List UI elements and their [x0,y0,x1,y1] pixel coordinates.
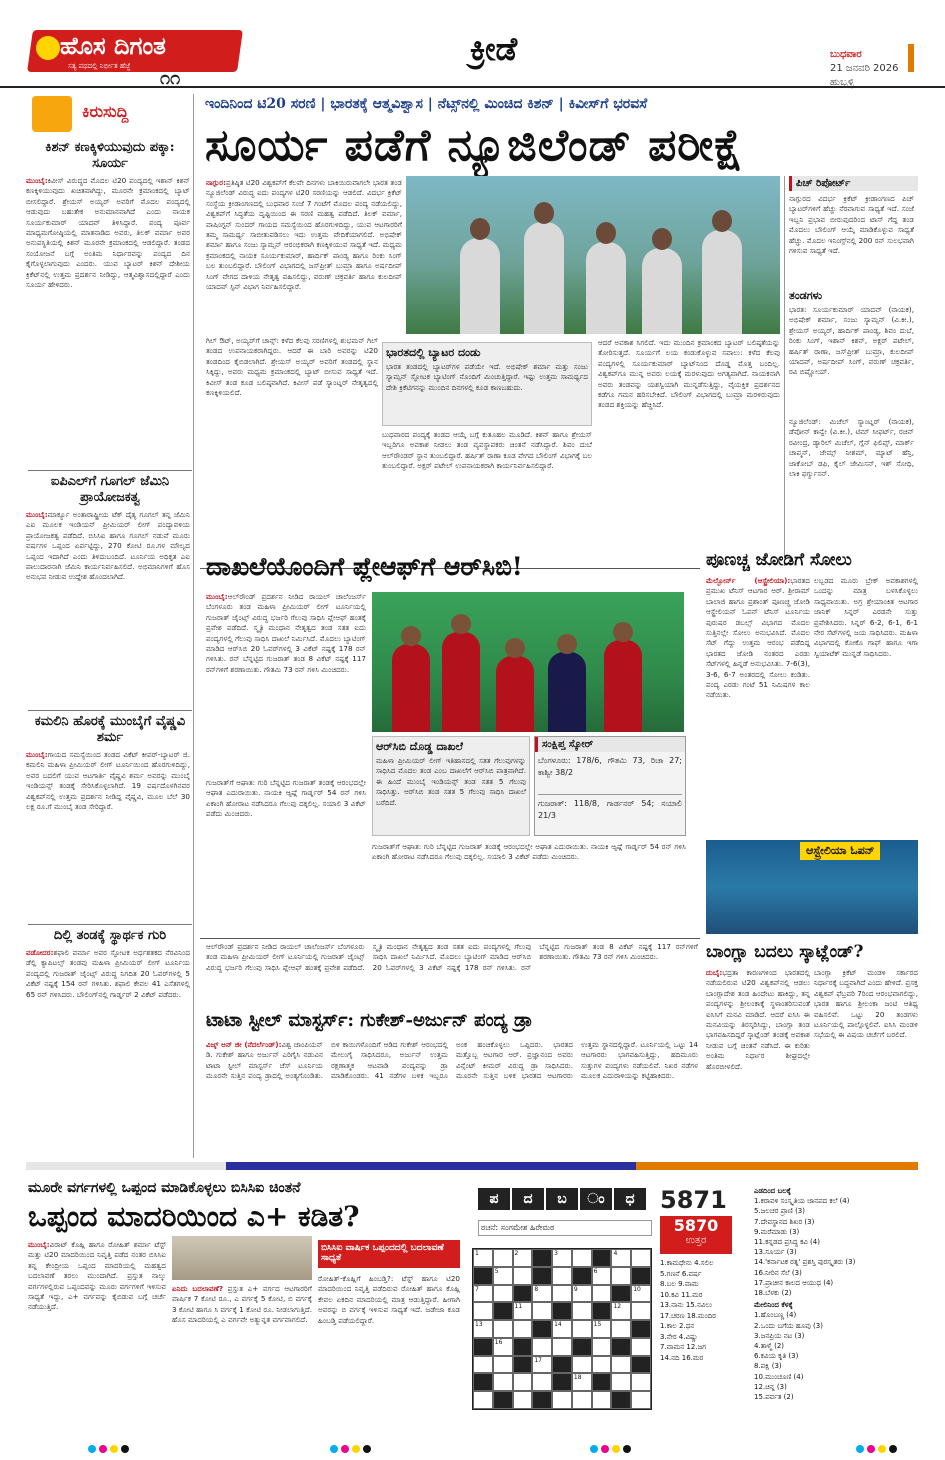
caption-title: ಭಾರತದಲ್ಲಿ ಬ್ಯಾಟರ ದಂಡು [386,346,481,359]
logo-tagline: ಸತ್ಯ ಪಥದಲ್ಲಿ ನಿರ್ಭೀತ ಹೆಜ್ಜೆ [68,62,131,70]
score-title: ಸಂಕ್ಷಿಪ್ತ ಸ್ಕೋರ್ [535,737,685,752]
brief-item [26,714,194,920]
day: ಬುಧವಾರ [830,49,862,60]
brief-label [82,102,128,122]
dateline-place: ವಡೋದರ: [26,948,54,957]
score-box [534,736,686,836]
bcci-body [28,1240,166,1436]
down-title: ಮೇಲಿನಿಂದ ಕೆಳಕ್ಕೆ [754,1301,793,1310]
score-gg: ಗುಜರಾತ್: 118/8, ಗಾರ್ಡನರ್ 54; ಸಯಾಲಿ 21/3 [538,799,682,820]
divider [28,470,192,471]
brief-text: ಶಫಾಲಿ ವರ್ಮಾ ಅವರ ಸ್ಫೋಟಕ ಅರ್ಧಶತಕದ ನೆರವಿನಿಂದ ಡೆಲ್ಲಿ ಕ್ಯಾಪಿಟಲ್ಸ್ ತಂಡವು ಮಹಿಳಾ ಪ್ರೀಮಿಯರ್ ಲೀಗ್ ಟೂರ್ನಿಯ ಪಂದ್ಯದಲ್ಲಿ ಗುಜರಾತ್ ಜೈಂಟ್ಸ್ ವಿರುದ್ಧ ನಿಗದಿತ 20 ಓವರ್‌ಗಳಲ್ಲಿ 5 ವಿಕೆಟ್ ನಷ್ಟಕ್ಕೆ 154 ರನ್ ಗಳಿಸಿತು. ಶಫಾಲಿ ಕೇವಲ 41 ಎಸೆತಗಳಲ್ಲಿ 65 ರನ್ ಗಳಿಸಿದರು. ಬೌಲಿಂಗ್‌ನಲ್ಲಿ ಗಾರ್ಡ್ನರ್ 2 ವಿಕೆಟ್ ಪಡೆದರು. [26,948,190,999]
hand-icon [32,96,72,132]
brief-headline: ಕಿಶನ್ ಕಣಕ್ಕಿಳಿಯುವುದು ಪಕ್ಕಾ: ಸೂರ್ಯ [45,140,175,171]
aus-text: ಭಾರತದ ಪ್ರಮುಖ ಟೆನಿಸ್ ಆಟಗಾರ ಆರ್. ಶ್ರೀರಾಮ್ ಬಾಲಾಜಿ ಹಾಗೂ ಪ್ರಶಾಂತ್ ಪೂಣಚ್ಚ ಜೋಡಿ ಆಸ್ಟ್ರೇಲಿಯನ್ ಓಪನ್ ಟೆನಿಸ್ ಟೂರ್ನಿಯ ಪುರುಷರ ಡಬಲ್ಸ್ ವಿಭಾಗದ ಮೊದಲ ಸುತ್ತಿನಲ್ಲೇ ಸೋಲು ಅನುಭವಿಸಿದೆ. ಮೊದಲ ಸೆಟ್ ಗೆದ್ದು ಉತ್ತಮ ಆರಂಭ ಪಡೆದಿದ್ದ ಭಾರತದ ಜೋಡಿ ನಂತರದ ಎರಡು ಸೆಟ್‌ಗಳಲ್ಲಿ ಹಿನ್ನಡೆ ಅನುಭವಿಸಿತು. 7-6(3), 3-6, 6-7 ಅಂತರದಲ್ಲಿ ಸೋಲು ಕಂಡಿತು. ಪಂದ್ಯ ಎರಡು ಗಂಟೆ 51 ನಿಮಿಷಗಳ ಕಾಲ ನಡೆಯಿತು. [706,576,810,700]
record-title: ಆರ್‌ಸಿಬಿ ದೊಡ್ಡ ದಾಖಲೆ [376,740,463,753]
dateline-place: ಮುಂಬೈ: [28,1240,50,1249]
color-bar [226,1162,636,1170]
dateline-place: ಮುಂಬೈ: [26,176,48,185]
brief-body [26,510,190,722]
lead-text: ಪ್ರತಿಷ್ಠಿತ ಟಿ20 ವಿಶ್ವಕಪ್‌ಗೆ ಕೆಲವೇ ದಿನಗಳು ಬಾಕಿಯಿರುವಾಗಲೇ ಭಾರತ ತಂಡ ನ್ಯೂಜಿಲೆಂಡ್ ವಿರುದ್ಧ ಐದು ಪಂದ್ಯಗಳ ಟಿ20 ಸರಣಿಯನ್ನು ಆಡಲಿದೆ. ವಿದರ್ಭ ಕ್ರಿಕೆಟ್ ಸಂಸ್ಥೆಯ ಕ್ರೀಡಾಂಗಣದಲ್ಲಿ ಬುಧವಾರ ಸಂಜೆ 7 ಗಂಟೆಗೆ ಮೊದಲ ಪಂದ್ಯ ನಡೆಯಲಿದ್ದು, ವಿಶ್ವಕಪ್‌ಗೆ ಸಿದ್ಧತೆಯ ದೃಷ್ಟಿಯಿಂದ ಈ ಸರಣಿ ಮಹತ್ವ ಪಡೆದಿದೆ. ತಿಲಕ್ ವರ್ಮಾ, ವಾಷಿಂಗ್ಟನ್ ಸುಂದರ್ ಗಾಯದ ಸಮಸ್ಯೆಯಿಂದ ಹೊರಗುಳಿದಿದ್ದು, ಯುವ ಆಟಗಾರರಿಗೆ ತಮ್ಮ ಸಾಮರ್ಥ್ಯ ಸಾಬೀತುಪಡಿಸಲು ಇದು ಉತ್ತಮ ವೇದಿಕೆಯಾಗಲಿದೆ. ಅಭಿಷೇಕ್ ಶರ್ಮಾ ಹಾಗೂ ಸಂಜು ಸ್ಯಾಮ್ಸನ್ ಆರಂಭಿಕರಾಗಿ ಕಣಕ್ಕಿಳಿಯುವ ಸಾಧ್ಯತೆ ಇದೆ. ಮಧ್ಯಮ ಕ್ರಮಾಂಕದಲ್ಲಿ ನಾಯಕ ಸೂರ್ಯಕುಮಾರ್, ಹಾರ್ದಿಕ್ ಪಾಂಡ್ಯ ಹಾಗೂ ರಿಂಕು ಸಿಂಗ್ ಬಲ ತುಂಬಲಿದ್ದಾರೆ. ಬೌಲಿಂಗ್ ವಿಭಾಗದಲ್ಲಿ ಜಸ್‌ಪ್ರೀತ್ ಬುಮ್ರಾ ಹಾಗೂ ಅರ್ಷದೀಪ್ ಸಿಂಗ್ ವೇಗದ ದಾಳಿಯ ನೇತೃತ್ವ ವಹಿಸಲಿದ್ದು, ವರುಣ್ ಚಕ್ರವರ್ತಿ ಹಾಗೂ ಕುಲದೀಪ್ ಯಾದವ್ ಸ್ಪಿನ್ ವಿಭಾಗ ನಿರ್ವಹಿಸಲಿದ್ದಾರೆ. [206,178,402,292]
brief-headline: ಕಮಲಿನಿ ಹೊರಕ್ಕೆ ಮುಂಬೈಗೆ ವೈಷ್ಣವಿ ಶರ್ಮ [34,714,186,745]
answer-label: ಉತ್ತರ [685,1235,707,1246]
lead-body-3: ಬುಧವಾರದ ಪಂದ್ಯಕ್ಕೆ ತಂಡದ ಆಯ್ಕೆ ಬಗ್ಗೆ ಕುತೂಹಲ ಮೂಡಿದೆ. ಕಿಶನ್ ಹಾಗೂ ಶ್ರೇಯಸ್ ಇಬ್ಬರಿಗೂ ಅವಕಾಶ ನೀಡಲು ತಂಡ ವ್ಯವಸ್ಥಾಪಕರು ಚಿಂತನೆ ನಡೆಸಿದ್ದಾರೆ. ಶಿವಂ ದುಬೆ ಆಲ್‌ರೌಂಡರ್ ಸ್ಥಾನ ತುಂಬಲಿದ್ದಾರೆ. ಹರ್ಷಿತ್ ರಾಣಾ ಕೂಡ ವೇಗದ ಬೌಲಿಂಗ್ ವಿಭಾಗಕ್ಕೆ ಬಲ ತುಂಬಲಿದ್ದಾರೆ. ಅಕ್ಷರ್ ಪಟೇಲ್ ಉಪನಾಯಕರಾಗಿ ಕಾರ್ಯನಿರ್ವಹಿಸಲಿದ್ದಾರೆ. [382,430,592,471]
answers-list: 1.ಕಾಮಧೇನು 4.ಸಲಿಲ 5.ಗಣನೆ 6.ವರ್ಷ 8.ಬಲ 9.ವಾಮ 10.ಕವಿ 11.ಮರ 13.ನಾನು 15.ನವಿಲು 17.ಚರಣ 18.ಮಂದಿರ 1.ಕಾಲ 2.ಧನ 3.ನೇರ 4.ವಿಷ್ಣು 7.ವಾಮನ 12.ಜಗ 14.ನದಿ 16.ಮರ [660,1259,716,1362]
registration-marks [88,1438,132,1457]
puzzle-sponsor: ರಚನೆ: ಸಂಗಮೇಶ ಹಿರೇಮಠ [478,1220,652,1236]
puzzle-number: 5871 [660,1186,727,1214]
brief-item [26,928,194,1136]
rcb-text: ಆಲ್‌ರೌಂಡ್ ಪ್ರದರ್ಶನ ನೀಡಿದ ರಾಯಲ್ ಚಾಲೆಂಜರ್ಸ್ ಬೆಂಗಳೂರು ತಂಡ ಮಹಿಳಾ ಪ್ರೀಮಿಯರ್ ಲೀಗ್ ಟೂರ್ನಿಯಲ್ಲಿ ಗುಜರಾತ್ ಜೈಂಟ್ಸ್ ವಿರುದ್ಧ ಭರ್ಜರಿ ಗೆಲುವು ಸಾಧಿಸಿ ಪ್ಲೇಆಫ್ ಹಂತಕ್ಕೆ ಪ್ರವೇಶ ಪಡೆದಿದೆ. ಸ್ಮೃತಿ ಮಂಧಾನ ನೇತೃತ್ವದ ತಂಡ ಸತತ ಐದು ಪಂದ್ಯಗಳಲ್ಲಿ ಗೆಲುವು ಸಾಧಿಸಿ ದಾಖಲೆ ನಿರ್ಮಿಸಿದೆ. ಮೊದಲು ಬ್ಯಾಟಿಂಗ್ ಮಾಡಿದ ಆರ್‌ಸಿಬಿ 20 ಓವರ್‌ಗಳಲ್ಲಿ 3 ವಿಕೆಟ್ ನಷ್ಟಕ್ಕೆ 178 ರನ್ ಗಳಿಸಿತು. ರನ್ ಬೆನ್ನಟ್ಟಿದ ಗುಜರಾತ್ ತಂಡ 8 ವಿಕೆಟ್ ನಷ್ಟಕ್ಕೆ 117 ರನ್‌ಗಳಿಗೆ ಶರಣಾಯಿತು. ಗೌತಮಿ 73 ರನ್ ಗಳಿಸಿ ಮಿಂಚಿದರು. [206,592,366,674]
rcb-continuation: ಆಲ್‌ರೌಂಡ್ ಪ್ರದರ್ಶನ ನೀಡಿದ ರಾಯಲ್ ಚಾಲೆಂಜರ್ಸ್ ಬೆಂಗಳೂರು ತಂಡ ಮಹಿಳಾ ಪ್ರೀಮಿಯರ್ ಲೀಗ್ ಟೂರ್ನಿಯಲ್ಲಿ ಗುಜರಾತ್ ಜೈಂಟ್ಸ್ ವಿರುದ್ಧ ಭರ್ಜರಿ ಗೆಲುವು ಸಾಧಿಸಿ ಪ್ಲೇಆಫ್ ಹಂತಕ್ಕೆ ಪ್ರವೇಶ ಪಡೆದಿದೆ. ಸ್ಮೃತಿ ಮಂಧಾನ ನೇತೃತ್ವದ ತಂಡ ಸತತ ಐದು ಪಂದ್ಯಗಳಲ್ಲಿ ಗೆಲುವು ಸಾಧಿಸಿ ದಾಖಲೆ ನಿರ್ಮಿಸಿದೆ. ಮೊದಲು ಬ್ಯಾಟಿಂಗ್ ಮಾಡಿದ ಆರ್‌ಸಿಬಿ 20 ಓವರ್‌ಗಳಲ್ಲಿ 3 ವಿಕೆಟ್ ನಷ್ಟಕ್ಕೆ 178 ರನ್ ಗಳಿಸಿತು. ರನ್ ಬೆನ್ನಟ್ಟಿದ ಗುಜರಾತ್ ತಂಡ 8 ವಿಕೆಟ್ ನಷ್ಟಕ್ಕೆ 117 ರನ್‌ಗಳಿಗೆ ಶರಣಾಯಿತು. ಗೌತಮಿ 73 ರನ್ ಗಳಿಸಿ ಮಿಂಚಿದರು. [206,942,698,972]
lead-body [206,178,402,328]
clues: ಎಡದಿಂದ ಬಲಕ್ಕೆ 1.ಕರಾವಳಿ ಸಂಸ್ಕೃತಿಯ ಜಾನಪದ ಕಲೆ (4) 5.ಜಲಚರ ಪ್ರಾಣಿ (3) 7.ದೇವಸ್ಥಾನದ ಶಿಖರ (3) 9.ಮರೆಮಾಡು (3) 11.ಕನ್ನಡದ ಪ್ರಸಿದ್ಧ ಕವಿ (4) 13.ಸೂರ್ಯ (3) 14.'ಕರ್ನಾಟಕ ರತ್ನ' ಪ್ರಶಸ್ತಿ ಪುರಸ್ಕೃತರು (3) 16.ನೀರಿನ ಸೆಲೆ (3) 17.ಪ್ರಾಚೀನ ಕಾಲದ ಆಯುಧ (4) 18.ಬೆಳಕು (2) ಮೇಲಿನಿಂದ ಕೆಳಕ್ಕೆ 1.ಹೊಂಬಣ್ಣ (4) 2.ಒಂದು ಬಗೆಯ ಹೂವು (3) 3.ಜನಪ್ರಿಯ ನಟ (3) 4.ತಾಳ್ಮೆ (2) 6.ಕವಿಯ ಕೃತಿ (3) 8.ಪಕ್ಷಿ (3) 10.ಮುಂಚೂಣಿ (4) 12.ಚಿನ್ನ (3) 15.ಪರ್ವತ (2) [754,1186,920,1402]
dateline-place: ಮೆಲ್ಬೋರ್ನ್ (ಆಸ್ಟ್ರೇಲಿಯಾ): [706,576,791,585]
rcb-headline: ದಾಖಲೆಯೊಂದಿಗೆ ಪ್ಲೇಆಫ್‌ಗೆ ಆರ್‌ಸಿಬಿ! [206,552,523,581]
brief-headline: ದಿಲ್ಲಿ ತಂಡಕ್ಕೆ ಸ್ಥಾರ್ಥಕ ಗುರಿ [53,928,167,943]
rcb-body-2: ಗುಜರಾತ್‌ಗೆ ಆಘಾತ: ಗುರಿ ಬೆನ್ನಟ್ಟಿದ ಗುಜರಾತ್ ತಂಡಕ್ಕೆ ಆರಂಭದಲ್ಲೇ ಆಘಾತ ಎದುರಾಯಿತು. ನಾಯಕಿ ಆ್ಯಷ್ಲೆ ಗಾರ್ಡ್ನರ್ 54 ರನ್ ಗಳಿಸಿ ಏಕಾಂಗಿ ಹೋರಾಟ ನಡೆಸಿದರೂ ಗೆಲುವು ದಕ್ಕಲಿಲ್ಲ. ಸಯಾಲಿ 3 ವಿಕೆಟ್ ಪಡೆದು ಮಿಂಚಿದರು. [206,778,366,819]
lead-body-4: ಆದರೆ ಅವಕಾಶ ಸಿಗಲಿದೆ. ಇದು ಮುಂದಿನ ಕ್ರಮಾಂಕದ ಬ್ಯಾಟರ್ ಬಲಿಷ್ಠತೆಯನ್ನು ತೋರಿಸುತ್ತದೆ. ಸೂರ್ಯಗೆ ಲಯ ಕಂಡುಕೊಳ್ಳುವ ಸವಾಲು: ಕಳೆದ ಕೆಲವು ಪಂದ್ಯಗಳಲ್ಲಿ ಸೂರ್ಯಕುಮಾರ್ ಬ್ಯಾಟ್‌ನಿಂದ ದೊಡ್ಡ ಮೊತ್ತ ಬಂದಿಲ್ಲ. ವಿಶ್ವಕಪ್‌ಗೂ ಮುನ್ನ ಅವರು ಲಯಕ್ಕೆ ಮರಳುವುದು ಅಗತ್ಯವಾಗಿದೆ. ನಾಯಕನಾಗಿ ಅವರು ತಂಡವನ್ನು ಯಶಸ್ವಿಯಾಗಿ ಮುನ್ನಡೆಸುತ್ತಿದ್ದು, ವೈಯಕ್ತಿಕ ಪ್ರದರ್ಶನದ ಕಡೆಗೂ ಗಮನ ಹರಿಸಬೇಕಿದೆ. ಬೌಲಿಂಗ್ ವಿಭಾಗದಲ್ಲಿ ಬುಮ್ರಾ ಮರಳಿರುವುದು ತಂಡದ ಶಕ್ತಿಯನ್ನು ಹೆಚ್ಚಿಸಿದೆ. [598,338,780,410]
brief-text: ಮಾರ್ಕ್ಯೂ ಅಂತಾರಾಷ್ಟ್ರೀಯ ಟೆಕ್ ದೈತ್ಯ ಗೂಗಲ್ ತನ್ನ ಜೆಮಿನಿ ಎಐ ಮೂಲಕ ಇಂಡಿಯನ್ ಪ್ರೀಮಿಯರ್ ಲೀಗ್ ಪಂದ್ಯಾವಳಿಯ ಪ್ರಾಯೋಜಕತ್ವ ಪಡೆದಿದೆ. ಬಿಸಿಸಿಐ ಹಾಗೂ ಗೂಗಲ್ ನಡುವೆ ಮೂರು ವರ್ಷಗಳ ಒಪ್ಪಂದ ಏರ್ಪಟ್ಟಿದ್ದು, 270 ಕೋಟಿ ರೂ.ಗಳ ಮೌಲ್ಯದ ಒಪ್ಪಂದ ಇದಾಗಿದೆ ಎಂದು ತಿಳಿದುಬಂದಿದೆ. ಟೂರ್ನಿಯ ಅಧಿಕೃತ ಎಐ ಪಾಲುದಾರನಾಗಿ ಜೆಮಿನಿ ಕಾರ್ಯನಿರ್ವಹಿಸಲಿದೆ. ಅಭಿಮಾನಿಗಳಿಗೆ ಹೊಸ ಅನುಭವ ನೀಡುವ ಉದ್ದೇಶ ಹೊಂದಲಾಗಿದೆ. [26,510,190,582]
lead-kicker: ಇಂದಿನಿಂದ ಟಿ20 ಸರಣಿ | ಭಾರತಕ್ಕೆ ಆತ್ಮವಿಶ್ವಾಸ | ನೆಟ್ಸ್‌ನಲ್ಲಿ ಮಿಂಚಿದ ಕಿಶನ್ | ಕಿವೀಸ್‌ಗೆ ಭರವಸೆ [205,96,648,112]
india-squad: ಭಾರತ: ಸೂರ್ಯಕುಮಾರ್ ಯಾದವ್ (ನಾಯಕ), ಅಭಿಷೇಕ್ ಶರ್ಮಾ, ಸಂಜು ಸ್ಯಾಮ್ಸನ್ (ವಿ.ಕೀ.), ಶ್ರೇಯಸ್ ಅಯ್ಯರ್, ಹಾರ್ದಿಕ್ ಪಾಂಡ್ಯ, ಶಿವಂ ದುಬೆ, ರಿಂಕು ಸಿಂಗ್, ಇಶಾನ್ ಕಿಶನ್, ಅಕ್ಷರ್ ಪಟೇಲ್, ಹರ್ಷಿತ್ ರಾಣಾ, ಜಸ್‌ಪ್ರೀತ್ ಬುಮ್ರಾ, ಕುಲದೀಪ್ ಯಾದವ್, ಅರ್ಷದೀಪ್ ಸಿಂಗ್, ವರುಣ್ ಚಕ್ರವರ್ತಿ, ರವಿ ಬಿಷ್ಣೋಯ್. [789,305,914,377]
brief-text: ಕಿವೀಸ್ ವಿರುದ್ಧದ ಮೊದಲ ಟಿ20 ಪಂದ್ಯದಲ್ಲಿ ಇಶಾನ್ ಕಿಶನ್ ಕಣಕ್ಕಿಳಿಯುವುದು ಖಚಿತವಾಗಿದ್ದು, ಮೂರನೇ ಕ್ರಮಾಂಕದಲ್ಲಿ ಬ್ಯಾಟ್ ಬೀಸಲಿದ್ದಾರೆ. ಶ್ರೇಯಸ್ ಅಯ್ಯರ್ ಅವರಿಗೆ ಮೊದಲ ಪಂದ್ಯದಲ್ಲಿ ಆಡುವುದು ಬಹುತೇಕ ಅನುಮಾನವಾಗಿದೆ ಎಂದು ನಾಯಕ ಸೂರ್ಯಕುಮಾರ್ ಯಾದವ್ ತಿಳಿಸಿದ್ದಾರೆ. ಪಂದ್ಯ ಪೂರ್ವ ಮಾಧ್ಯಮಗೋಷ್ಠಿಯಲ್ಲಿ ಮಾತನಾಡಿದ ಅವರು, ತಿಲಕ್ ವರ್ಮಾ ಅವರ ಅನುಪಸ್ಥಿತಿಯಲ್ಲಿ ಕಿಶನ್ ಮೂರನೇ ಕ್ರಮಾಂಕದಲ್ಲಿ ಆಡಲಿದ್ದಾರೆ. ತಂಡದ ಸಂಯೋಜನೆ ಬಗ್ಗೆ ಅಂತಿಮ ನಿರ್ಧಾರವನ್ನು ಪಂದ್ಯದ ದಿನ ಕೈಗೊಳ್ಳಲಾಗುವುದು ಎಂದರು. ಯುವ ಬ್ಯಾಟರ್ ಕಿಶನ್ ದೇಶೀಯ ಕ್ರಿಕೆಟ್‌ನಲ್ಲಿ ಉತ್ತಮ ಪ್ರದರ್ಶನ ನೀಡಿದ್ದು, ಆತ್ಮವಿಶ್ವಾಸದಲ್ಲಿದ್ದಾರೆ ಎಂದು ಸೂರ್ಯ ಹೇಳಿದರು. [26,176,190,290]
page-number: ೧೧ [160,68,181,89]
dateline-place: ಮುಂಬೈ: [26,750,48,759]
across-title: ಎಡದಿಂದ ಬಲಕ್ಕೆ [754,1187,791,1195]
city: ಹುಬ್ಬಳ್ಳಿ [830,77,855,88]
logo-emblem-icon [36,36,60,60]
chess-body [206,1040,698,1154]
brief-headline: ಐಪಿಎಲ್‌ಗೆ ಗೂಗಲ್ ಜೆಮಿನಿ ಪ್ರಾಯೋಜಕತ್ವ [50,474,170,505]
pitch-sidebar [784,176,918,566]
dateline [830,48,899,90]
aus-open-tag: ಆಸ್ಟ್ರೇಲಿಯಾ ಓಪನ್ [800,842,880,860]
divider [200,938,700,939]
caption-text: ಭಾರತ ತಂಡದಲ್ಲಿ ಬ್ಯಾಟರ್‌ಗಳ ಪಡೆಯೇ ಇದೆ. ಅಭಿಷೇಕ್ ಶರ್ಮಾ ಮತ್ತು ಸಂಜು ಸ್ಯಾಮ್ಸನ್ ಸ್ಫೋಟಕ ಬ್ಯಾಟಿಂಗ್ ನೊಂದಿಗೆ ಮಿಂಚುತ್ತಿದ್ದಾರೆ. ಇಷ್ಟು ಉತ್ತಮ ಸಾಮರ್ಥ್ಯದ ದೇಶಿ ಕ್ರಿಕೆಟಿಗನನ್ನು ಮುಂದಿನ ದಿನಗಳಲ್ಲಿ ಕೂಡ ಕಾಣಬಹುದು. [386,362,588,392]
date: 21 ಜನವರಿ 2026 [830,63,899,74]
lead-body-2: ಗಿಲ್ ಔಟ್, ಅಯ್ಯರ್‌ಗೆ ಚಾನ್ಸ್: ಕಳೆದ ಕೆಲವು ಸರಣಿಗಳಲ್ಲಿ ಶುಭಮನ್ ಗಿಲ್ ತಂಡದ ಉಪನಾಯಕರಾಗಿದ್ದರು. ಆದರೆ ಈ ಬಾರಿ ಅವರನ್ನು ಟಿ20 ತಂಡದಿಂದ ಕೈಬಿಡಲಾಗಿದೆ. ಶ್ರೇಯಸ್ ಅಯ್ಯರ್ ಅವರಿಗೆ ತಂಡದಲ್ಲಿ ಸ್ಥಾನ ಸಿಕ್ಕಿದ್ದು, ಅವರು ಮಧ್ಯಮ ಕ್ರಮಾಂಕದಲ್ಲಿ ಬ್ಯಾಟ್ ಬೀಸುವ ಸಾಧ್ಯತೆ ಇದೆ. ಕಿವೀಸ್ ತಂಡ ಕೂಡ ಬಲಿಷ್ಠವಾಗಿದೆ. ಕಿವೀಸ್ ಪಡೆ ಸ್ಯಾಂಟ್ನರ್ ನೇತೃತ್ವದಲ್ಲಿ ಕಣಕ್ಕಿಳಿಯಲಿದೆ. [206,336,378,398]
caption-box [382,342,592,426]
bcci-text: ವಿರಾಟ್ ಕೊಹ್ಲಿ ಹಾಗೂ ರೋಹಿತ್ ಶರ್ಮಾ ಟೆಸ್ಟ್ ಮತ್ತು ಟಿ20 ಮಾದರಿಯಿಂದ ನಿವೃತ್ತಿ ಪಡೆದ ನಂತರ ಬಿಸಿಸಿಐ ತನ್ನ ಕೇಂದ್ರೀಯ ಒಪ್ಪಂದ ಮಾದರಿಯಲ್ಲಿ ಮಹತ್ವದ ಬದಲಾವಣೆ ತರಲು ಮುಂದಾಗಿದೆ. ಪ್ರಸ್ತುತ ನಾಲ್ಕು ವರ್ಗಗಳಲ್ಲಿರುವ ಒಪ್ಪಂದವನ್ನು ಮೂರು ವರ್ಗಗಳಿಗೆ ಇಳಿಸುವ ಸಾಧ್ಯತೆ ಇದ್ದು, ಎ+ ವರ್ಗವನ್ನು ಕೈಬಿಡುವ ಬಗ್ಗೆ ಚರ್ಚೆ ನಡೆಯುತ್ತಿದೆ. [28,1240,166,1312]
bangla-body-2: ಬಾಂಗ್ಲಾ ಕ್ರಿಕೆಟ್ ಮಂಡಳಿ ಸರ್ಕಾರದ ನಿರ್ಧಾರಕ್ಕೆ ಬದ್ಧವಾಗಿದೆ ಎಂದು ಹೇಳಿದೆ. ಪ್ರಸಕ್ತ ವಿಶ್ವಕಪ್ ಫೆಬ್ರವರಿ 7ರಿಂದ ಆರಂಭವಾಗಲಿದ್ದು, ಭಾರತ ಹಾಗೂ ಶ್ರೀಲಂಕಾ ಜಂಟಿ ಆತಿಥ್ಯ ವಹಿಸಲಿವೆ. ಒಟ್ಟು 20 ತಂಡಗಳು ಟೂರ್ನಿಯಲ್ಲಿ ಪಾಲ್ಗೊಳ್ಳಲಿವೆ. ಐಸಿಸಿ ಮಂಡಳಿ ಸಭೆಯಲ್ಲಿ ಈ ವಿಷಯ ಚರ್ಚೆಗೆ ಬರಲಿದೆ. [814,968,918,1040]
crossword-grid[interactable]: 1 2 3 4 5 6 7 8 9 10 11 12 13 14 15 16 17 18 [472,1248,652,1410]
dateline-place: ದುಬೈ: [706,968,723,977]
bcci-subhead: ಏನಿದು ಬದಲಾವಣೆ? [172,1284,224,1293]
brief-label-a: ಕಿರು [82,102,104,121]
team-practice-photo [406,176,780,334]
bangla-headline: ಬಾಂಗ್ಲಾ ಬದಲು ಸ್ಕಾಟ್ಲೆಂಡ್? [706,942,864,962]
lead-headline: ಸೂರ್ಯ ಪಡೆಗೆ ನ್ಯೂಜಿಲೆಂಡ್ ಪರೀಕ್ಷೆ [205,120,744,171]
pitch-text: ನಾಗ್ಪುರದ ವಿದರ್ಭ ಕ್ರಿಕೆಟ್ ಕ್ರೀಡಾಂಗಣದ ಪಿಚ್ ಬ್ಯಾಟರ್‌ಗಳಿಗೆ ಹೆಚ್ಚು ನೆರವಾಗುವ ಸಾಧ್ಯತೆ ಇದೆ. ಸಂಜೆ ಇಬ್ಬನಿ ಪ್ರಭಾವ ಬೀರುವುದರಿಂದ ಟಾಸ್ ಗೆದ್ದ ತಂಡ ಮೊದಲು ಬೌಲಿಂಗ್ ಆಯ್ಕೆ ಮಾಡಿಕೊಳ್ಳುವ ಸಾಧ್ಯತೆ ಹೆಚ್ಚು. ಮೊದಲ ಇನಿಂಗ್ಸ್‌ನಲ್ಲಿ 200 ರನ್ ಸುಲಭವಾಗಿ ಗಳಿಸುವ ಸಾಧ್ಯತೆ ಇದೆ. [789,194,914,256]
masthead-accent [908,44,914,72]
bcci-kicker: ಮೂರೇ ವರ್ಗಗಳಲ್ಲಿ ಒಪ್ಪಂದ ಮಾಡಿಕೊಳ್ಳಲು ಬಿಸಿಸಿಐ ಚಿಂತನೆ [28,1180,301,1196]
record-text: ಮಹಿಳಾ ಪ್ರೀಮಿಯರ್ ಲೀಗ್ ಇತಿಹಾಸದಲ್ಲಿ ಸತತ ಗೆಲುವುಗಳನ್ನು ಸಾಧಿಸಿದ ಮೊದಲ ತಂಡ ಎಂಬ ದಾಖಲೆಗೆ ಆರ್‌ಸಿಬಿ ಪಾತ್ರವಾಗಿದೆ. ಈ ಹಿಂದೆ ಮುಂಬೈ ಇಂಡಿಯನ್ಸ್ ತಂಡ ಸತತ 5 ಗೆಲುವು ಸಾಧಿಸಿತ್ತು. ಆರ್‌ಸಿಬಿ ತಂಡ ಸತತ 5 ಗೆಲುವು ಸಾಧಿಸಿ ದಾಖಲೆ ಬರೆದಿದೆ. [376,756,526,807]
chess-headline: ಟಾಟಾ ಸ್ಟೀಲ್ ಮಾಸ್ಟರ್ಸ್: ಗುಕೇಶ್-ಅರ್ಜುನ್ ಪಂದ್ಯ ಡ್ರಾ [206,1010,533,1031]
rcb-team-photo [372,592,684,732]
score-rcb: ಬೆಂಗಳೂರು: 178/6, ಗೌತಮಿ 73, ರಿಚಾ 27; ಕಾಶ್ವೀ 38/2 [538,756,682,777]
brief-body [26,750,190,920]
brief-item [26,474,194,722]
dateline-place: ವಿಜ್ಕ್ ಆನ್ ಜೀ (ನೆದರ್ಲೆಂಡ್): [206,1040,282,1049]
dateline-place: ಮುಂಬೈ: [26,510,48,519]
bcci-text-2: ಪ್ರಸ್ತುತ ಎ+ ವರ್ಗದ ಆಟಗಾರರಿಗೆ ವಾರ್ಷಿಕ 7 ಕೋಟಿ ರೂ., ಎ ವರ್ಗಕ್ಕೆ 5 ಕೋಟಿ, ಬಿ ವರ್ಗಕ್ಕೆ 3 ಕೋಟಿ ಹಾಗೂ ಸಿ ವರ್ಗಕ್ಕೆ 1 ಕೋಟಿ ರೂ. ನೀಡಲಾಗುತ್ತಿದೆ. ಹೊಸ ಮಾದರಿಯಲ್ಲಿ ಎ ವರ್ಗವೇ ಅತ್ಯುನ್ನತ ವರ್ಗವಾಗಲಿದೆ. [172,1284,312,1325]
chess-text-2: ಮೂರನೇ ಸುತ್ತಿನ ಬಳಿಕ ಭಾರತದ ಆಟಗಾರರು ಉತ್ತಮ ಸ್ಥಾನದಲ್ಲಿದ್ದಾರೆ. ಟೂರ್ನಿಯಲ್ಲಿ ಒಟ್ಟು 14 ಆಟಗಾರರು ಭಾಗವಹಿಸುತ್ತಿದ್ದು, ಹದಿಮೂರು ಸುತ್ತುಗಳ ಪಂದ್ಯಗಳು ನಡೆಯಲಿವೆ. ನಿಖರ ನಡೆಗಳ ಮೂಲಕ ಎದುರಾಳಿಯನ್ನು ಕಟ್ಟಿಹಾಕಿದರು. [456,1040,698,1081]
padabandha-title: ಪ ದ ಬ ಂ ಧ [478,1188,646,1210]
aus-body [706,576,810,838]
rcb-body-3: ಗುಜರಾತ್‌ಗೆ ಆಘಾತ: ಗುರಿ ಬೆನ್ನಟ್ಟಿದ ಗುಜರಾತ್ ತಂಡಕ್ಕೆ ಆರಂಭದಲ್ಲೇ ಆಘಾತ ಎದುರಾಯಿತು. ನಾಯಕಿ ಆ್ಯಷ್ಲೆ ಗಾರ್ಡ್ನರ್ 54 ರನ್ ಗಳಿಸಿ ಏಕಾಂಗಿ ಹೋರಾಟ ನಡೆಸಿದರೂ ಗೆಲುವು ದಕ್ಕಲಿಲ್ಲ. ಸಯಾಲಿ 3 ವಿಕೆಟ್ ಪಡೆದು ಮಿಂಚಿದರು. [372,842,686,862]
bcci-headline: ಒಪ್ಪಂದ ಮಾದರಿಯಿಂದ ಎ+ ಕಡಿತ? [28,1200,360,1233]
brief-item [26,140,194,466]
teams-title: ತಂಡಗಳು [789,289,823,302]
bangla-body [706,968,810,1156]
brief-body [26,176,190,466]
pitch-title: ಪಿಚ್ ರಿಪೋರ್ಟ್ [789,176,918,191]
brief-text: ಗಾಯದ ಸಮಸ್ಯೆಯಿಂದ ತಂಡದ ವಿಕೆಟ್ ಕೀಪರ್-ಬ್ಯಾಟರ್ ಜಿ. ಕಮಲಿನಿ ಮಹಿಳಾ ಪ್ರೀಮಿಯರ್ ಲೀಗ್ ಟೂರ್ನಿಯಿಂದ ಹೊರಗುಳಿದಿದ್ದು, ಅವರ ಬದಲಿಗೆ ಯುವ ಆಟಗಾರ್ತಿ ವೈಷ್ಣವಿ ಶರ್ಮ ಅವರನ್ನು ಮುಂಬೈ ಇಂಡಿಯನ್ಸ್ ತಂಡಕ್ಕೆ ಸೇರಿಸಿಕೊಳ್ಳಲಾಗಿದೆ. 19 ವರ್ಷದೊಳಗಿನವರ ವಿಶ್ವಕಪ್‌ನಲ್ಲಿ ಉತ್ತಮ ಪ್ರದರ್ಶನ ನೀಡಿದ್ದ ವೈಷ್ಣವಿ, ಮೂಲ ಬೆಲೆ 30 ಲಕ್ಷ ರೂ.ಗೆ ಮುಂಬೈ ತಂಡ ಸೇರಿದ್ದಾರೆ. [26,750,190,812]
dateline-place: ಮುಂಬೈ: [206,592,228,601]
nz-squad: ನ್ಯೂಜಿಲೆಂಡ್: ಮಿಚೆಲ್ ಸ್ಯಾಂಟ್ನರ್ (ನಾಯಕ), ಡೆವೋನ್ ಕಾನ್ವೇ (ವಿ.ಕೀ.), ಟಿಮ್ ಸೀಫರ್ಟ್, ರಚಿನ್ ರವೀಂದ್ರ, ಡ್ಯಾರಿಲ್ ಮಿಚೆಲ್, ಗ್ಲೆನ್ ಫಿಲಿಪ್ಸ್, ಮಾರ್ಕ್ ಚಾಪ್ಮನ್, ಜೇಮ್ಸ್ ನೀಶಮ್, ಮ್ಯಾಟ್ ಹೆನ್ರಿ, ಜಾಕೋಬ್ ಡಫಿ, ಕೈಲ್ ಜೇಮಿಸನ್, ಇಶ್ ಸೋಧಿ, ಲಾಕಿ ಫರ್ಗ್ಯುಸನ್. [789,417,914,479]
answer-box [660,1216,732,1254]
dateline-place: ನಾಗ್ಪುರ: [206,178,226,187]
divider [28,924,192,925]
bcci-body-3: ರೋಹಿತ್-ಕೊಹ್ಲಿಗೆ ಹಿಂಬಡ್ತಿ?: ಟೆಸ್ಟ್ ಹಾಗೂ ಟಿ20 ಮಾದರಿಯಿಂದ ನಿವೃತ್ತಿ ಪಡೆದಿರುವ ರೋಹಿತ್ ಹಾಗೂ ಕೊಹ್ಲಿ ಕೇವಲ ಏಕದಿನ ಮಾದರಿಯಲ್ಲಿ ಮಾತ್ರ ಆಡುತ್ತಿದ್ದಾರೆ. ಹೀಗಾಗಿ ಅವರನ್ನು ಬಿ ವರ್ಗಕ್ಕೆ ಇಳಿಸುವ ಸಾಧ್ಯತೆ ಇದೆ. ಜಡೇಜಾ ಕೂಡ ಹಿಂಬಡ್ತಿ ಪಡೆಯಲಿದ್ದಾರೆ. [318,1274,460,1325]
record-box [372,736,530,836]
contract-photo [172,1236,312,1280]
bcci-body-2 [172,1284,312,1436]
bangla-text: ಭದ್ರತಾ ಕಾರಣಗಳಿಂದ ಭಾರತದಲ್ಲಿ ನಡೆಯಲಿರುವ ಟಿ20 ವಿಶ್ವಕಪ್‌ನಲ್ಲಿ ಆಡಲು ಬಾಂಗ್ಲಾದೇಶ ತಂಡ ಹಿಂದೇಟು ಹಾಕಿದ್ದು, ತನ್ನ ಪಂದ್ಯಗಳನ್ನು ಶ್ರೀಲಂಕಾಕ್ಕೆ ಸ್ಥಳಾಂತರಿಸುವಂತೆ ಐಸಿಸಿಗೆ ಮನವಿ ಮಾಡಿದೆ. ಆದರೆ ಐಸಿಸಿ ಈ ಮನವಿಯನ್ನು ತಿರಸ್ಕರಿಸಿದ್ದು, ಬಾಂಗ್ಲಾ ತಂಡ ಭಾಗವಹಿಸದಿದ್ದರೆ ಸ್ಕಾಟ್ಲೆಂಡ್ ತಂಡಕ್ಕೆ ಅವಕಾಶ ನೀಡುವ ಬಗ್ಗೆ ಚಿಂತನೆ ನಡೆಸಿದೆ. ಈ ಕುರಿತು ಅಂತಿಮ ನಿರ್ಧಾರ ಶೀಘ್ರದಲ್ಲೇ ಹೊರಬೀಳಲಿದೆ. [706,968,810,1071]
brief-body [26,948,190,1136]
section-title: ಕ್ರೀಡೆ [470,30,518,68]
rcb-body [206,592,366,772]
chess-text: ವಿಶ್ವ ಚಾಂಪಿಯನ್ ಡಿ. ಗುಕೇಶ್ ಹಾಗೂ ಅರ್ಜುನ್ ಎರಿಗೈಸಿ ನಡುವಿನ ಟಾಟಾ ಸ್ಟೀಲ್ ಮಾಸ್ಟರ್ಸ್ ಚೆಸ್ ಟೂರ್ನಿಯ ಮೂರನೇ ಸುತ್ತಿನ ಪಂದ್ಯ ಡ್ರಾದಲ್ಲಿ ಅಂತ್ಯಗೊಂಡಿತು. ಬಿಳಿ ಕಾಯಿಗಳೊಂದಿಗೆ ಆಡಿದ ಗುಕೇಶ್ ಆರಂಭದಲ್ಲಿ ಮೇಲುಗೈ ಸಾಧಿಸಿದರೂ, ಅರ್ಜುನ್ ಉತ್ತಮ ರಕ್ಷಣಾತ್ಮಕ ಆಟವಾಡಿ ಪಂದ್ಯವನ್ನು ಡ್ರಾ ಮಾಡಿಕೊಂಡರು. 41 ನಡೆಗಳ ಬಳಿಕ ಇಬ್ಬರೂ ಅಂಕ ಹಂಚಿಕೊಳ್ಳಲು ಒಪ್ಪಿದರು. ಭಾರತದ ಮತ್ತೊಬ್ಬ ಆಟಗಾರ ಆರ್. ಪ್ರಜ್ಞಾನಂದ ಅವರು ವಿನ್ಸೆಂಟ್ ಕೀಮರ್ ವಿರುದ್ಧ ಡ್ರಾ ಸಾಧಿಸಿದರು. [206,1040,573,1081]
answer-number: 5870 [673,1216,719,1235]
aus-headline: ಪೂಣಚ್ಚ ಜೋಡಿಗೆ ಸೋಲು [706,550,852,570]
brief-label-b: ಸುದ್ದಿ [103,102,129,121]
bcci-box: ಬಿಸಿಸಿಐ ವಾರ್ಷಿಕ ಒಪ್ಪಂದದಲ್ಲಿ ಬದಲಾವಣೆ ಸಾಧ್ಯತೆ [318,1240,460,1268]
logo: ಹೊಸ ದಿಗಂತ [60,32,166,60]
divider [28,710,192,711]
aus-body-2: ಲಬ್ಬಡದ ಮೂರು ಬ್ರೇಕ್ ಅವಕಾಶಗಳಲ್ಲಿ ಒಂದನ್ನು ಮಾತ್ರ ಬಳಸಿಕೊಳ್ಳಲು ಸಾಧ್ಯವಾಯಿತು. ಅಗ್ರ ಶ್ರೇಯಾಂಕಿತ ಆಟಗಾರ ಜಾನಿಕ್ ಸಿನ್ನರ್ ಎರಡನೇ ಸುತ್ತು ಪ್ರವೇಶಿಸಿದರು. ಸಿನ್ನರ್ 6-2, 6-1, 6-1 ನೇರ ಸೆಟ್‌ಗಳಲ್ಲಿ ಜಯ ಸಾಧಿಸಿದರು. ಮಹಿಳಾ ವಿಭಾಗದಲ್ಲಿ ಕೋಕೊ ಗಾಫ್ ಹಾಗೂ ಇಗಾ ಸ್ವಿಯಾಟೆಕ್ ಮುನ್ನಡೆ ಸಾಧಿಸಿದರು. [814,576,918,658]
